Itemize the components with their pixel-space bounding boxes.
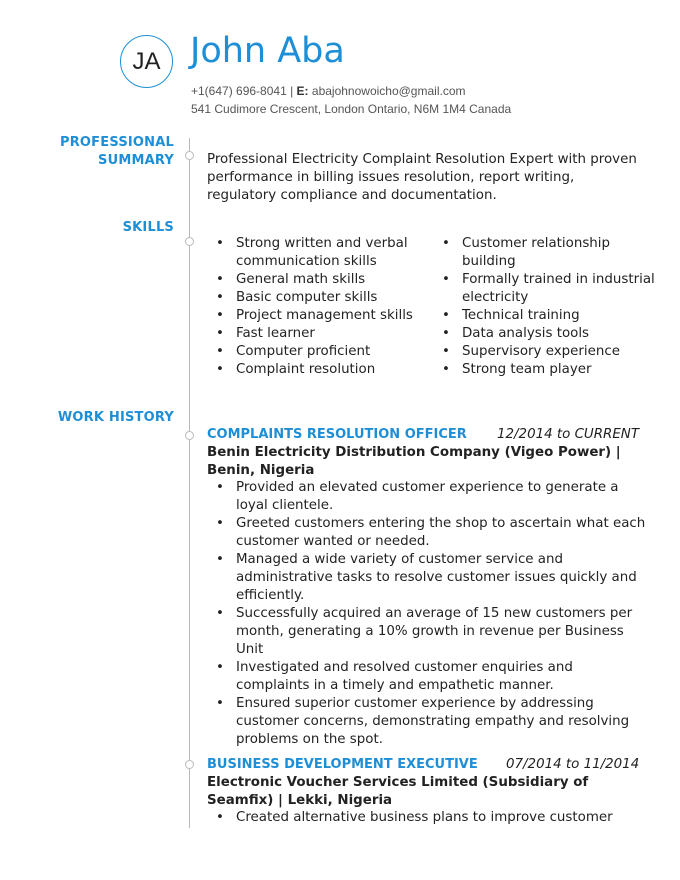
skill-item: • Computer proficient	[207, 343, 432, 361]
skill-item: • General math skills	[207, 271, 432, 289]
email-link[interactable]: abajohnowoicho@gmail.com	[311, 84, 466, 98]
skill-item: • Complaint resolution	[207, 361, 432, 379]
skill-item: • Basic computer skills	[207, 289, 432, 307]
job-company: Benin Electricity Distribution Company (Vigeo Power) | Benin, Nigeria	[207, 445, 621, 478]
job-bullet: • Ensured superior customer experience by addressing customer concerns, demonstrating empathy and resolving problems on the spot.	[207, 695, 667, 749]
address: 541 Cudimore Crescent, London Ontario, N6M 1M4 Canada	[191, 102, 512, 116]
section-title-work-history: WORK HISTORY	[57, 410, 174, 425]
skills-list-left	[207, 235, 432, 379]
initials-text: JA	[132, 47, 161, 75]
job-bullet: • Managed a wide variety of customer service and administrative tasks to resolve customer issues quickly and efficiently.	[207, 551, 667, 605]
skill-item: • Customer relationship building	[433, 235, 673, 271]
candidate-name: John Aba	[190, 31, 345, 71]
job-dates: 12/2014 to CURRENT	[497, 427, 640, 442]
summary-line: Professional Electricity Complaint Resolution Expert with proven	[207, 152, 637, 167]
section-title-line: SUMMARY	[98, 153, 174, 168]
job-dates: 07/2014 to 11/2014	[506, 757, 640, 772]
skills-list-right	[433, 235, 673, 379]
job-bullet: • Greeted customers entering the shop to ascertain what each customer wanted or needed.	[207, 515, 667, 551]
initials-monogram	[120, 35, 173, 88]
section-title-skills: SKILLS	[122, 220, 174, 235]
job-bullets	[207, 479, 667, 749]
timeline-node-job-1	[185, 431, 194, 440]
timeline-node-skills	[185, 237, 194, 246]
job-title: COMPLAINTS RESOLUTION OFFICER	[207, 427, 467, 442]
contact-block	[191, 82, 511, 118]
job-title: BUSINESS DEVELOPMENT EXECUTIVE	[207, 757, 478, 772]
skill-item: • Supervisory experience	[433, 343, 673, 361]
skill-item: • Technical training	[433, 307, 673, 325]
job-bullet: • Successfully acquired an average of 15 new customers per month, generating a 10% growth in revenue per Business Unit	[207, 605, 667, 659]
job-bullets	[207, 809, 667, 827]
contact-line-1: +1(647) 696-8041 | E: abajohnowoicho@gmail.com	[191, 84, 466, 98]
job-bullet: • Created alternative business plans to improve customer	[207, 809, 667, 827]
skill-item: • Formally trained in industrial electricity	[433, 271, 673, 307]
summary-text	[207, 151, 637, 205]
phone: +1(647) 696-8041	[191, 84, 287, 98]
summary-line: regulatory compliance and documentation.	[207, 188, 497, 203]
skill-item: • Data analysis tools	[433, 325, 673, 343]
job-company: Electronic Voucher Services Limited (Subsidiary of Seamfix) | Lekki, Nigeria	[207, 775, 589, 808]
timeline-node-summary	[185, 151, 194, 160]
skill-item: • Fast learner	[207, 325, 432, 343]
job-bullet: • Provided an elevated customer experience to generate a loyal clientele.	[207, 479, 667, 515]
skill-item: • Project management skills	[207, 307, 432, 325]
skill-item: • Strong written and verbal communication skills	[207, 235, 432, 271]
summary-line: performance in billing issues resolution, report writing,	[207, 170, 575, 185]
section-title-summary	[60, 134, 174, 170]
email-label: E:	[296, 84, 309, 98]
job-bullet: • Investigated and resolved customer enquiries and complaints in a timely and empathetic manner.	[207, 659, 667, 695]
timeline-node-job-2	[185, 760, 194, 769]
section-title-line: PROFESSIONAL	[59, 135, 174, 150]
skill-item: • Strong team player	[433, 361, 673, 379]
